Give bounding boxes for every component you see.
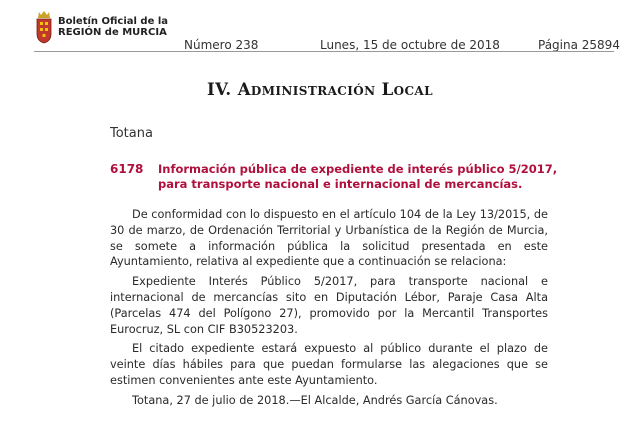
notice-title: Información pública de expediente de interés público 5/2017, para transporte nacional e internacional de mercancías.: [158, 162, 558, 191]
gazette-name-line1: Boletín Oficial de la: [58, 16, 169, 27]
signature-line: Totana, 27 de julio de 2018.—El Alcalde, Andrés García Cánovas.: [132, 393, 498, 407]
gazette-header: [34, 10, 620, 52]
locality-name: Totana: [110, 126, 153, 141]
gazette-name: [58, 16, 168, 38]
gazette-name-line2: REGIÓN de MURCIA: [58, 27, 167, 38]
body-paragraph: Expediente Interés Público 5/2017, para transporte nacional e internacional de mercancías sito en Diputación Lébor, Paraje Casa Alta (Parcelas 474 del Polígono 27), promovido por la Mercantil Transportes Eurocruz, SL con CIF B30523203.: [110, 275, 548, 336]
section-title: IV. Administración Local: [207, 80, 433, 99]
coat-of-arms-icon: [34, 10, 54, 44]
body-paragraph: De conformidad con lo dispuesto en el artículo 104 de la Ley 13/2015, de 30 de marzo, de Ordenación Territorial y Urbanística de la Región de Murcia, se somete a información pública la solicitud presentada en este Ayuntamiento, relativa al expediente que a continuación se relaciona:: [110, 208, 548, 269]
body-paragraph: El citado expediente estará expuesto al público durante el plazo de veinte días hábiles para que puedan formularse las alegaciones que se estimen convenientes ante este Ayuntamiento.: [110, 342, 548, 387]
page-number: Página 25894: [538, 38, 620, 52]
issue-date: Lunes, 15 de octubre de 2018: [320, 38, 500, 52]
notice-body: [110, 207, 548, 413]
header-divider: [34, 51, 614, 52]
issue-number: Número 238: [184, 38, 259, 52]
notice-number: 6178: [110, 162, 144, 176]
